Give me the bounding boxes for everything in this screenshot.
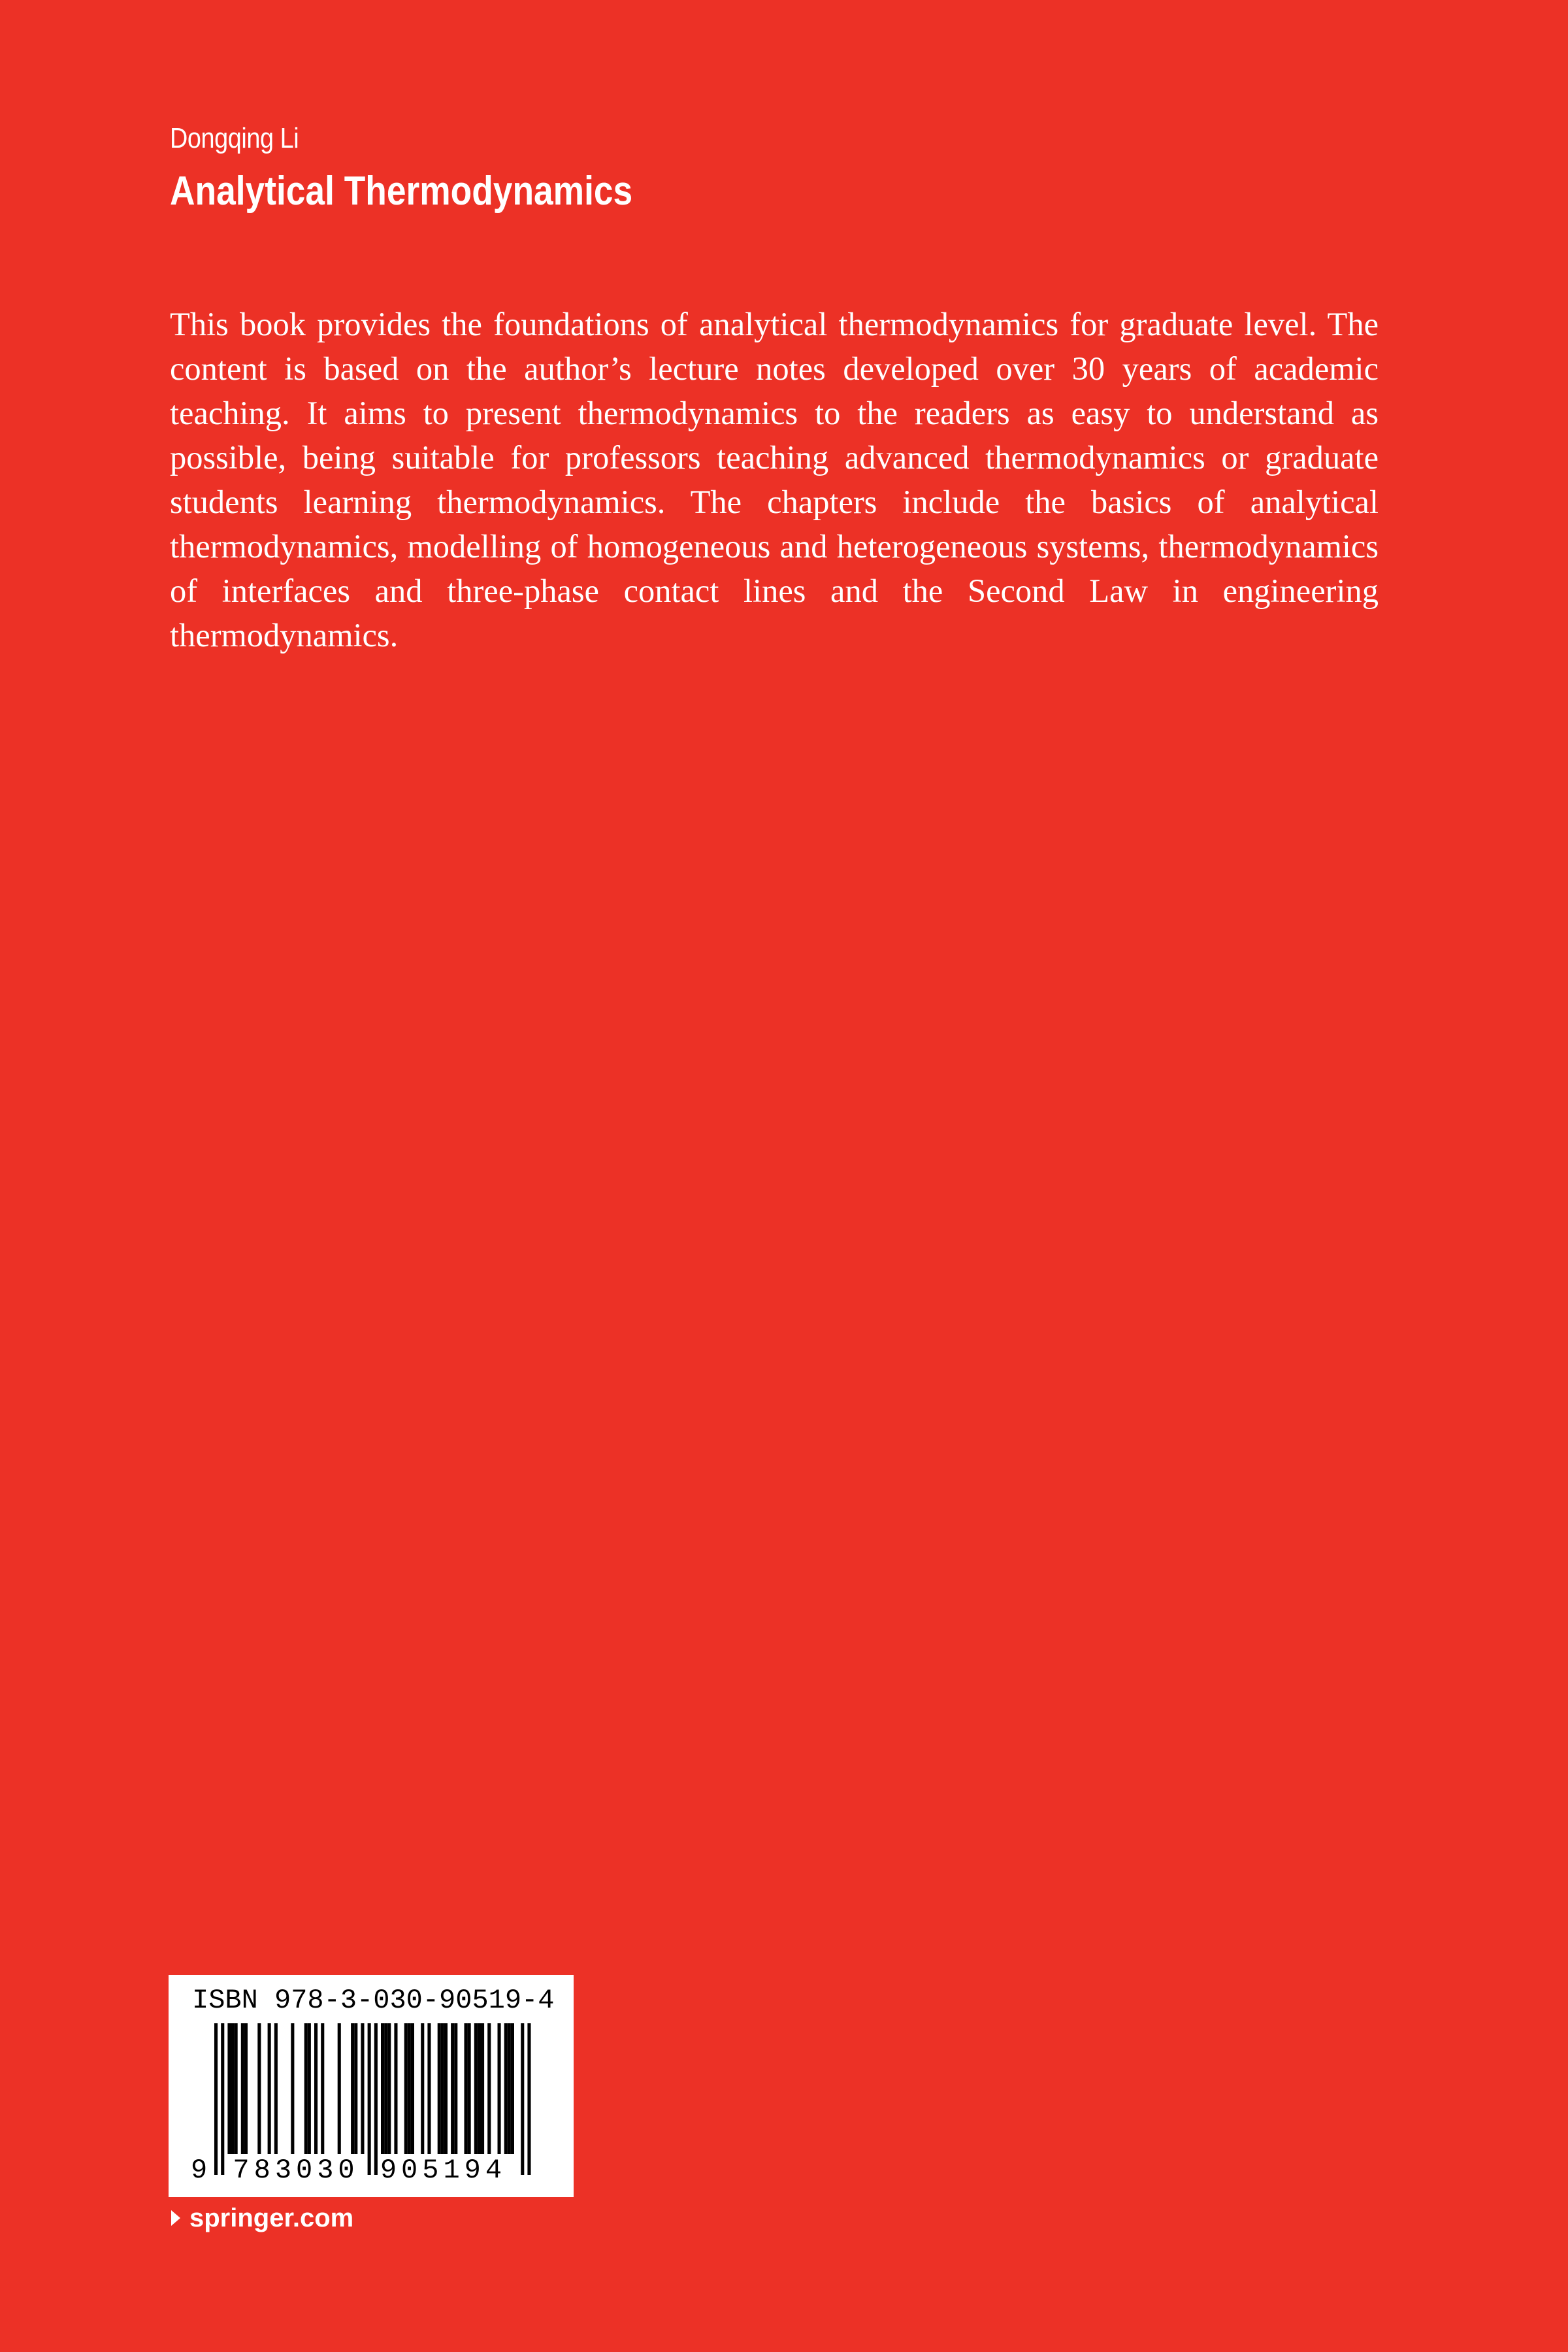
book-description: This book provides the foundations of analytical thermodynamics for graduate level. The content is based on the author’s lecture notes developed over 30 years of academic teaching. It aims to present thermodynamics to the readers as easy to understand as possible, being suitable for professors teaching advanced thermodynamics or graduate students learning thermodynamics. The chapters include the basics of analytical thermodynamics, modelling of homogeneous and heterogeneous systems, thermodynamics of interfaces and three-phase contact lines and the Second Law in engineering thermodynamics.: [170, 306, 1379, 654]
barcode-bar: [511, 2023, 514, 2154]
barcode-bar: [508, 2023, 511, 2154]
barcode-bar: [321, 2023, 324, 2154]
barcode-bar: [454, 2023, 457, 2154]
isbn-label: ISBN 978-3-030-90519-4: [192, 1985, 555, 2016]
barcode-bar: [244, 2023, 248, 2154]
barcode-bar: [481, 2023, 484, 2154]
barcode-bar: [381, 2023, 384, 2154]
book-title: Analytical Thermodynamics: [170, 169, 633, 214]
barcode-bar: [444, 2023, 448, 2154]
barcode-bar: [338, 2023, 341, 2154]
barcode-bar: [394, 2023, 397, 2154]
barcode-bar: [438, 2023, 441, 2154]
publisher-link-text: springer.com: [189, 2204, 354, 2232]
barcode-bar: [235, 2023, 238, 2154]
barcode-bar: [521, 2023, 524, 2175]
barcode-bar: [308, 2023, 311, 2154]
barcode-bar: [478, 2023, 481, 2154]
barcode-bar: [214, 2023, 218, 2175]
barcode-bar: [468, 2023, 471, 2154]
barcode-bar: [408, 2023, 411, 2154]
barcode-bar: [368, 2023, 371, 2175]
barcode-bar: [527, 2023, 531, 2175]
barcode-bar: [361, 2023, 364, 2154]
isbn-barcode: [169, 1975, 574, 2197]
barcode-bar: [291, 2023, 294, 2154]
barcode-bar: [274, 2023, 278, 2154]
barcode-bar: [441, 2023, 444, 2154]
barcode-bar: [487, 2023, 491, 2154]
barcode-bar: [351, 2023, 354, 2154]
barcode-bar: [221, 2023, 224, 2175]
barcode-bar: [257, 2023, 261, 2154]
barcode-bar: [387, 2023, 391, 2154]
barcode-bar: [465, 2023, 468, 2154]
barcode-bar: [427, 2023, 431, 2154]
barcode-bar: [314, 2023, 318, 2154]
barcode-bar: [411, 2023, 414, 2154]
barcode-bar: [451, 2023, 454, 2154]
barcode-bar: [268, 2023, 271, 2154]
barcode-bar: [421, 2023, 424, 2154]
barcode-bar: [384, 2023, 387, 2154]
barcode-bar: [354, 2023, 357, 2154]
publisher-link[interactable]: [171, 2202, 353, 2234]
barcode-bar: [304, 2023, 308, 2154]
barcode-bar: [241, 2023, 244, 2154]
barcode-bar: [498, 2023, 501, 2154]
barcode-bar: [504, 2023, 508, 2154]
barcode-bar: [404, 2023, 408, 2154]
author-name: Dongqing Li: [170, 122, 299, 154]
triangle-right-icon: [171, 2210, 180, 2226]
barcode-bar: [374, 2023, 378, 2175]
barcode-bar: [231, 2023, 235, 2154]
barcode-digits: 9 783030 905194: [191, 2155, 507, 2186]
barcode-bar: [227, 2023, 231, 2154]
barcode-bar: [474, 2023, 478, 2154]
